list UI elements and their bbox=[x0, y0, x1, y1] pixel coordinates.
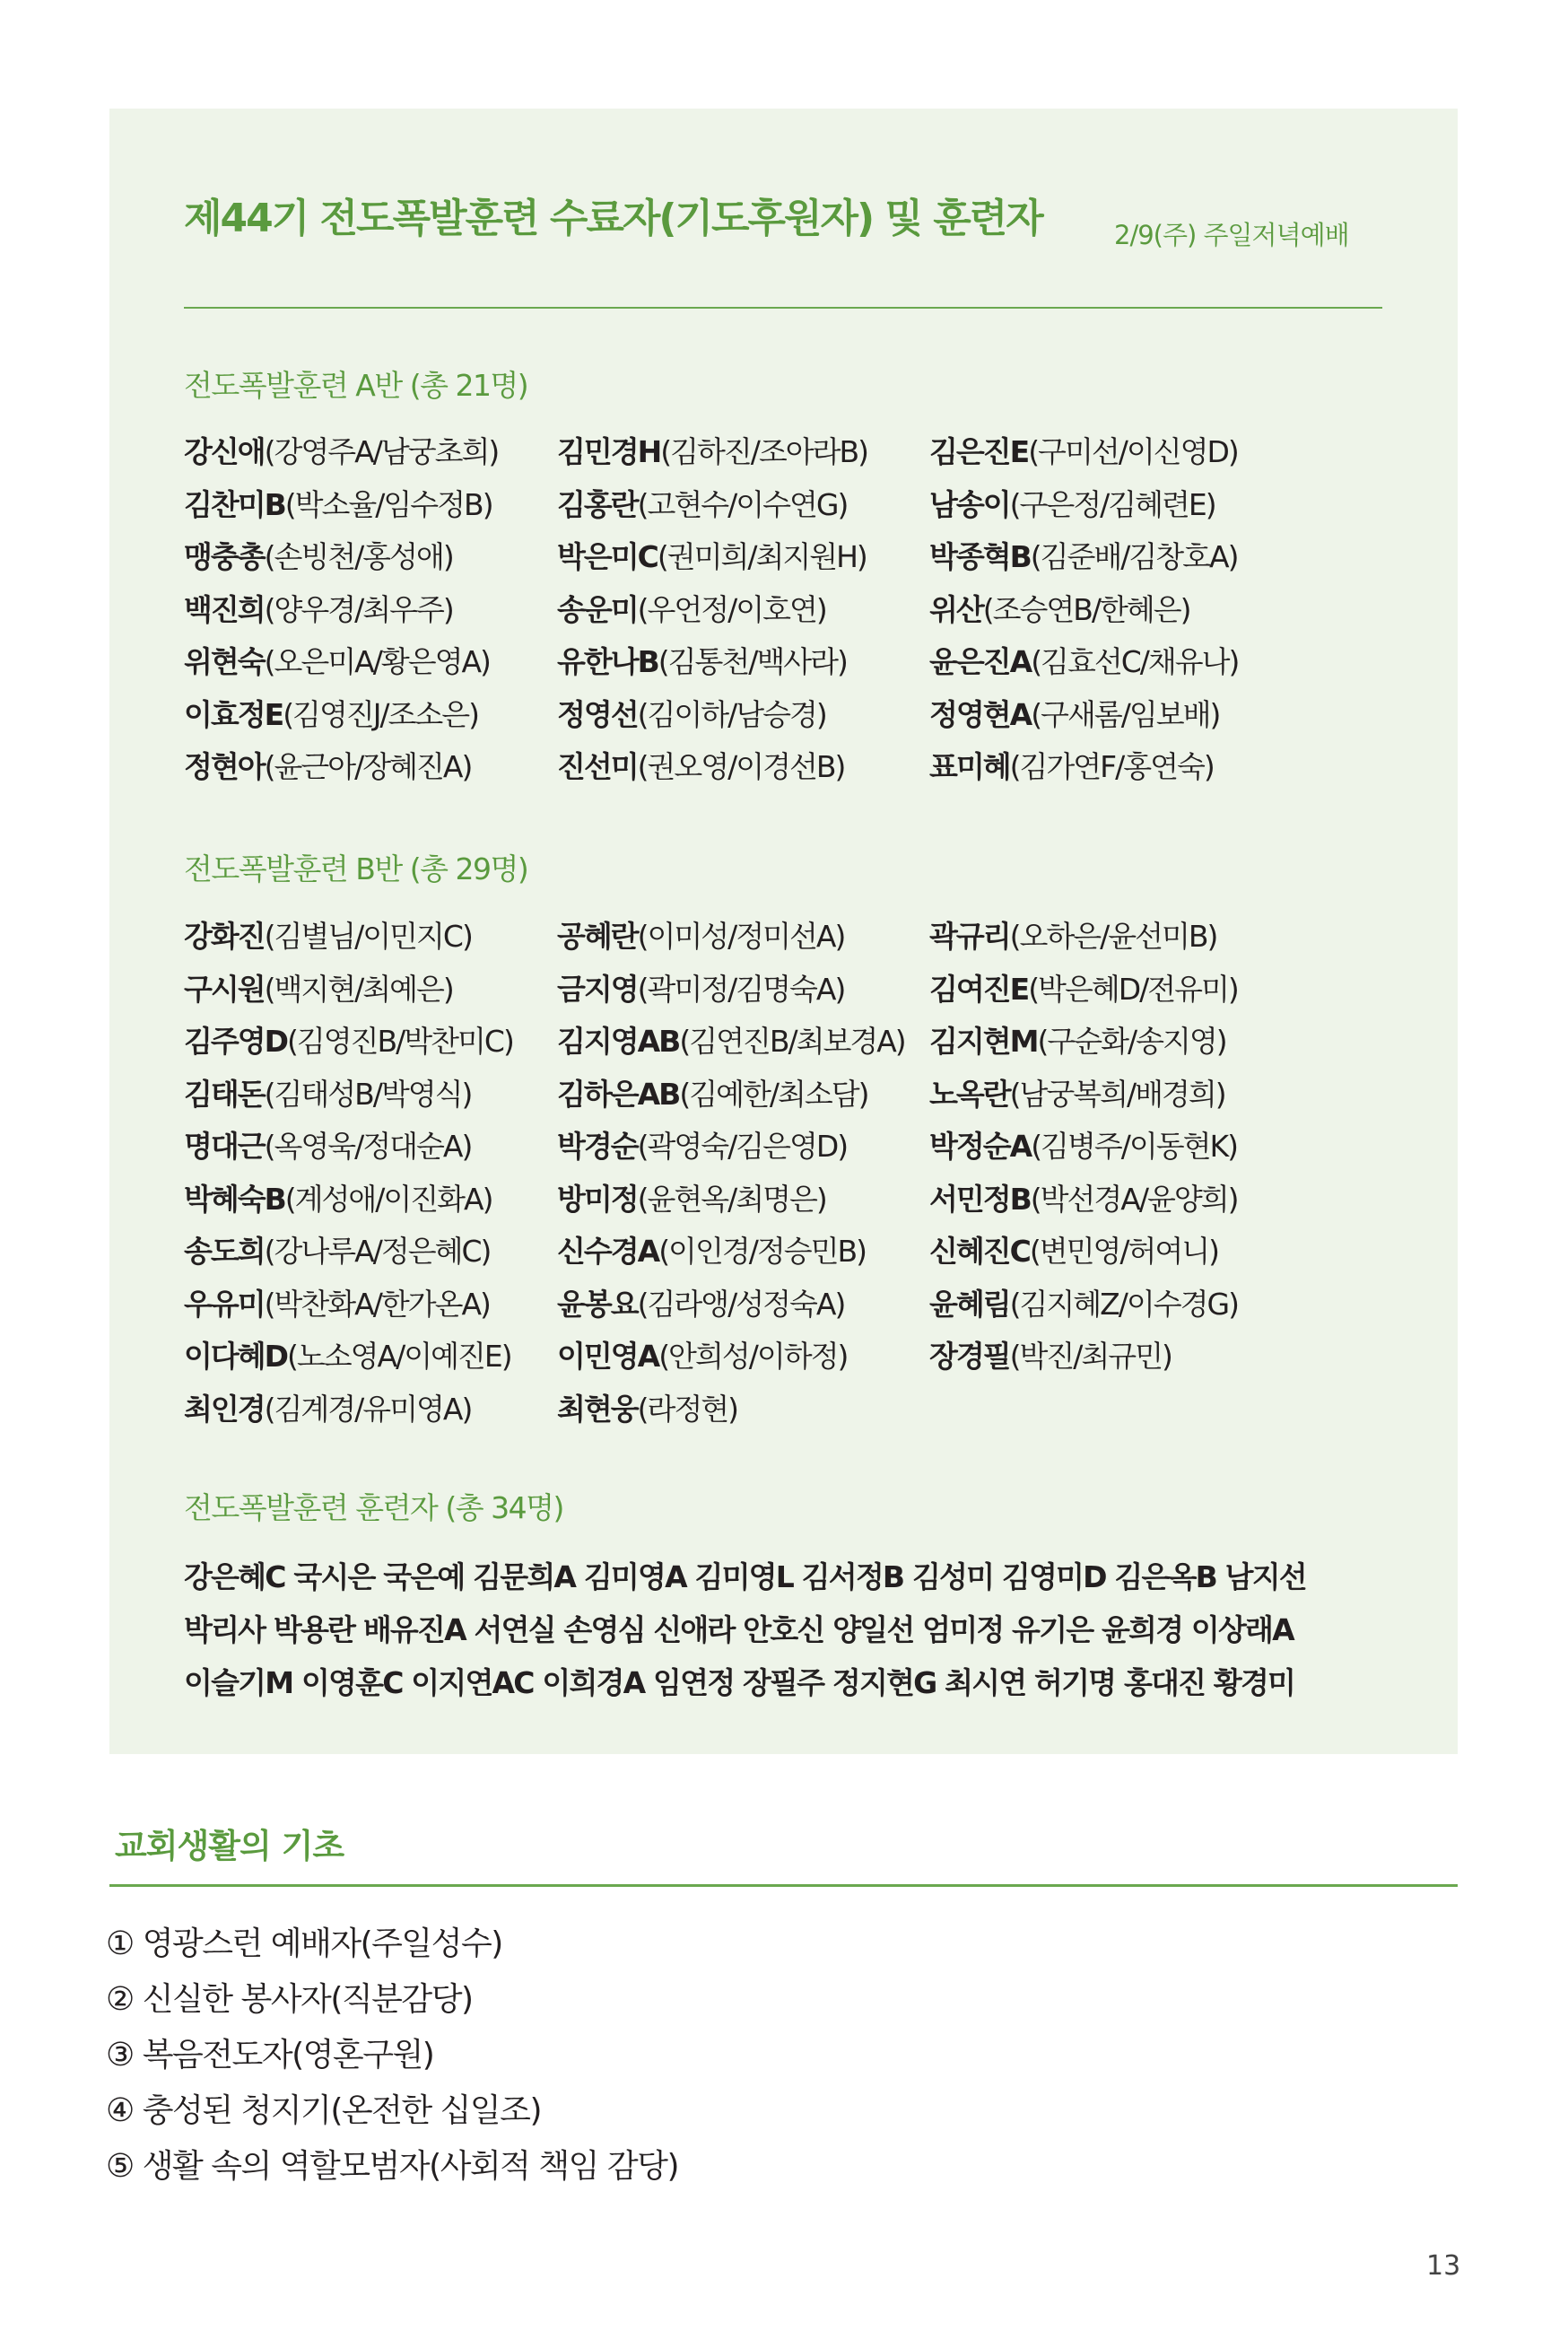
prayer-partners: (김연진B/최보경A) bbox=[679, 1024, 905, 1059]
trainee-name: 정영현A bbox=[929, 696, 1032, 732]
trainee-name: 김하은AB bbox=[557, 1076, 680, 1112]
trainee-name: 박은미C bbox=[557, 539, 658, 574]
trainee-entry bbox=[557, 913, 844, 956]
prayer-partners: (구순화/송지영) bbox=[1037, 1024, 1226, 1059]
trainee-entry bbox=[929, 1333, 1172, 1375]
prayer-partners: (양우경/최우주) bbox=[264, 591, 453, 627]
prayer-partners: (손빙천/홍성애) bbox=[264, 539, 453, 574]
prayer-partners: (김지혜Z/이수경G) bbox=[1009, 1286, 1238, 1322]
trainee-entry bbox=[929, 429, 1238, 471]
prayer-partners: (고현수/이수연G) bbox=[637, 486, 848, 522]
prayer-partners: (김하진/조아라B) bbox=[660, 434, 868, 469]
prayer-partners: (박찬화A/한가온A) bbox=[264, 1286, 490, 1322]
basics-item: ② 신실한 봉사자(직분감당) bbox=[106, 1981, 473, 2018]
trainee-name: 서민정B bbox=[929, 1181, 1031, 1217]
trainee-entry bbox=[929, 1071, 1225, 1113]
prayer-partners: (남궁복희/배경희) bbox=[1009, 1076, 1225, 1112]
trainee-entry bbox=[929, 692, 1219, 734]
section-a-heading: 전도폭발훈련 A반 (총 21명) bbox=[184, 368, 528, 403]
trainee-name: 금지영 bbox=[557, 971, 638, 1007]
prayer-partners: (곽미정/김명숙A) bbox=[637, 971, 845, 1007]
prayer-partners: (김계경/유미영A) bbox=[264, 1391, 472, 1427]
prayer-partners: (김별님/이민지C) bbox=[264, 919, 472, 954]
prayer-partners: (김가연F/홍연숙) bbox=[1009, 749, 1214, 784]
trainee-entry bbox=[557, 1333, 847, 1375]
prayer-partners: (김영진J/조소은) bbox=[283, 696, 479, 732]
trainee-name: 최현웅 bbox=[557, 1391, 638, 1427]
trainee-entry bbox=[557, 1018, 905, 1061]
trainers-heading: 전도폭발훈련 훈련자 (총 34명) bbox=[184, 1490, 563, 1525]
trainee-name: 맹충총 bbox=[184, 539, 265, 574]
trainee-entry bbox=[929, 534, 1238, 576]
trainee-name: 백진희 bbox=[184, 591, 265, 627]
prayer-partners: (조승연B/한혜은) bbox=[982, 591, 1190, 627]
trainee-name: 정영선 bbox=[557, 696, 638, 732]
basics-item: ④ 충성된 청지기(온전한 십일조) bbox=[106, 2092, 542, 2129]
prayer-partners: (안희성/이하정) bbox=[658, 1339, 848, 1374]
trainee-entry bbox=[929, 966, 1238, 1008]
prayer-partners: (라정현) bbox=[637, 1391, 738, 1427]
trainee-entry bbox=[184, 1018, 513, 1061]
trainee-name: 장경필 bbox=[929, 1339, 1010, 1374]
prayer-partners: (곽영숙/김은영D) bbox=[637, 1129, 848, 1164]
trainee-entry bbox=[557, 692, 826, 734]
trainee-entry bbox=[929, 1123, 1237, 1166]
trainee-name: 노옥란 bbox=[929, 1076, 1010, 1112]
trainee-name: 김민경H bbox=[557, 434, 661, 469]
trainee-entry bbox=[929, 1228, 1218, 1270]
title-divider bbox=[184, 307, 1382, 309]
trainee-name: 이민영A bbox=[557, 1339, 659, 1374]
trainee-name: 송도희 bbox=[184, 1234, 265, 1269]
trainee-name: 박정순A bbox=[929, 1129, 1032, 1164]
trainers-line: 이슬기M 이영훈C 이지연AC 이희경A 임연정 장필주 정지현G 최시연 허기명 홍대진 황경미 bbox=[184, 1665, 1295, 1700]
prayer-partners: (김영진B/박찬미C) bbox=[287, 1024, 513, 1059]
trainee-name: 송운미 bbox=[557, 591, 638, 627]
trainee-entry bbox=[557, 1386, 737, 1428]
prayer-partners: (변민영/허여니) bbox=[1029, 1234, 1218, 1269]
trainee-entry bbox=[557, 1176, 826, 1218]
prayer-partners: (우언정/이호연) bbox=[637, 591, 826, 627]
trainee-name: 정현아 bbox=[184, 749, 265, 784]
page-title: 제44기 전도폭발훈련 수료자(기도후원자) 및 훈련자 bbox=[184, 196, 1042, 241]
trainee-name: 김은진E bbox=[929, 434, 1029, 469]
prayer-partners: (박선경A/윤양희) bbox=[1030, 1181, 1238, 1217]
trainee-entry bbox=[557, 1228, 866, 1270]
trainee-entry bbox=[557, 534, 867, 576]
prayer-partners: (윤근아/장혜진A) bbox=[264, 749, 472, 784]
trainee-name: 윤봉요 bbox=[557, 1286, 638, 1322]
prayer-partners: (오은미A/황은영A) bbox=[264, 644, 490, 679]
trainee-entry bbox=[184, 1123, 471, 1166]
trainee-name: 위현숙 bbox=[184, 644, 265, 679]
prayer-partners: (윤현옥/최명은) bbox=[637, 1181, 826, 1217]
trainee-name: 박종혁B bbox=[929, 539, 1031, 574]
prayer-partners: (김이하/남승경) bbox=[637, 696, 826, 732]
trainee-name: 윤은진A bbox=[929, 644, 1032, 679]
basics-item: ① 영광스런 예배자(주일성수) bbox=[106, 1925, 502, 1962]
trainee-entry bbox=[184, 1281, 490, 1323]
trainee-name: 우유미 bbox=[184, 1286, 265, 1322]
prayer-partners: (백지현/최예은) bbox=[264, 971, 453, 1007]
trainee-name: 김주영D bbox=[184, 1024, 288, 1059]
trainee-name: 신수경A bbox=[557, 1234, 659, 1269]
trainee-entry bbox=[929, 1281, 1238, 1323]
trainee-name: 박혜숙B bbox=[184, 1181, 285, 1217]
trainee-entry bbox=[929, 744, 1214, 786]
trainee-name: 진선미 bbox=[557, 749, 638, 784]
page-number: 13 bbox=[1426, 2250, 1461, 2282]
trainee-entry bbox=[557, 429, 867, 471]
service-date: 2/9(주) 주일저녁예배 bbox=[1114, 220, 1349, 250]
trainee-entry bbox=[184, 966, 453, 1008]
trainee-entry bbox=[184, 1176, 492, 1218]
trainers-line: 강은혜C 국시은 국은예 김문희A 김미영A 김미영L 김서정B 김성미 김영미D 김은옥B 남지선 bbox=[184, 1559, 1306, 1594]
trainee-entry bbox=[929, 1018, 1226, 1061]
trainee-name: 표미혜 bbox=[929, 749, 1010, 784]
trainee-entry bbox=[184, 429, 498, 471]
trainee-entry bbox=[184, 913, 472, 956]
trainee-name: 김홍란 bbox=[557, 486, 638, 522]
basics-divider bbox=[109, 1884, 1458, 1887]
prayer-partners: (계성애/이진화A) bbox=[284, 1181, 492, 1217]
trainee-name: 강화진 bbox=[184, 919, 265, 954]
prayer-partners: (강나루A/정은혜C) bbox=[264, 1234, 491, 1269]
trainee-name: 신혜진C bbox=[929, 1234, 1030, 1269]
trainee-name: 명대근 bbox=[184, 1129, 265, 1164]
prayer-partners: (박은혜D/전유미) bbox=[1028, 971, 1238, 1007]
trainee-entry bbox=[557, 1123, 847, 1166]
prayer-partners: (박진/최규민) bbox=[1009, 1339, 1172, 1374]
prayer-partners: (권오영/이경선B) bbox=[637, 749, 845, 784]
trainers-line: 박리사 박용란 배유진A 서연실 손영심 신애라 안호신 양일선 엄미정 유기은 윤희경 이상래A bbox=[184, 1612, 1294, 1647]
trainee-entry bbox=[184, 534, 453, 576]
trainee-name: 유한나B bbox=[557, 644, 658, 679]
prayer-partners: (이미성/정미선A) bbox=[637, 919, 845, 954]
trainee-entry bbox=[184, 1071, 471, 1113]
trainee-name: 남송이 bbox=[929, 486, 1010, 522]
trainee-name: 곽규리 bbox=[929, 919, 1010, 954]
prayer-partners: (구은정/김혜련E) bbox=[1009, 486, 1215, 522]
prayer-partners: (김태성B/박영식) bbox=[264, 1076, 472, 1112]
basics-item: ⑤ 생활 속의 역할모범자(사회적 책임 감당) bbox=[106, 2148, 678, 2185]
prayer-partners: (김통천/백사라) bbox=[658, 644, 847, 679]
section-b-heading: 전도폭발훈련 B반 (총 29명) bbox=[184, 851, 528, 886]
trainee-entry bbox=[557, 482, 847, 524]
trainee-name: 이효정E bbox=[184, 696, 283, 732]
prayer-partners: (오하은/윤선미B) bbox=[1009, 919, 1217, 954]
trainee-name: 강신애 bbox=[184, 434, 265, 469]
trainee-name: 공혜란 bbox=[557, 919, 638, 954]
prayer-partners: (김라앵/성정숙A) bbox=[637, 1286, 845, 1322]
basics-item: ③ 복음전도자(영혼구원) bbox=[106, 2037, 434, 2073]
trainee-entry bbox=[929, 639, 1238, 681]
prayer-partners: (이인경/정승민B) bbox=[658, 1234, 866, 1269]
trainee-name: 박경순 bbox=[557, 1129, 638, 1164]
prayer-partners: (권미희/최지원H) bbox=[657, 539, 867, 574]
trainee-entry bbox=[557, 744, 844, 786]
trainee-name: 김지영AB bbox=[557, 1024, 680, 1059]
trainee-entry bbox=[557, 1281, 844, 1323]
trainee-entry bbox=[184, 482, 492, 524]
trainee-entry bbox=[929, 482, 1215, 524]
prayer-partners: (김병주/이동현K) bbox=[1031, 1129, 1237, 1164]
trainee-entry bbox=[184, 639, 490, 681]
trainee-entry bbox=[557, 587, 826, 629]
trainee-name: 구시원 bbox=[184, 971, 265, 1007]
trainee-entry bbox=[929, 913, 1216, 956]
prayer-partners: (구미선/이신영D) bbox=[1028, 434, 1238, 469]
prayer-partners: (노소영A/이예진E) bbox=[287, 1339, 511, 1374]
trainee-entry bbox=[184, 1228, 490, 1270]
trainee-name: 김찬미B bbox=[184, 486, 285, 522]
prayer-partners: (박소율/임수정B) bbox=[284, 486, 492, 522]
trainee-name: 위산 bbox=[929, 591, 983, 627]
trainee-entry bbox=[184, 1386, 471, 1428]
trainee-entry bbox=[184, 1333, 511, 1375]
trainee-name: 김태돈 bbox=[184, 1076, 265, 1112]
trainee-name: 이다혜D bbox=[184, 1339, 288, 1374]
trainee-entry bbox=[557, 966, 844, 1008]
trainee-name: 방미정 bbox=[557, 1181, 638, 1217]
prayer-partners: (김준배/김창호A) bbox=[1030, 539, 1238, 574]
trainee-entry bbox=[184, 692, 478, 734]
prayer-partners: (김효선C/채유나) bbox=[1031, 644, 1239, 679]
trainee-entry bbox=[929, 587, 1190, 629]
trainee-entry bbox=[557, 639, 847, 681]
trainee-name: 최인경 bbox=[184, 1391, 265, 1427]
prayer-partners: (강영주A/남궁초희) bbox=[264, 434, 499, 469]
trainee-entry bbox=[929, 1176, 1238, 1218]
prayer-partners: (구새롬/임보배) bbox=[1031, 696, 1220, 732]
trainee-name: 김지현M bbox=[929, 1024, 1038, 1059]
trainee-entry bbox=[184, 744, 471, 786]
prayer-partners: (김예한/최소담) bbox=[679, 1076, 868, 1112]
trainee-entry bbox=[557, 1071, 867, 1113]
prayer-partners: (옥영욱/정대순A) bbox=[264, 1129, 472, 1164]
trainee-entry bbox=[184, 587, 453, 629]
basics-heading: 교회생활의 기초 bbox=[115, 1827, 344, 1865]
trainee-name: 김여진E bbox=[929, 971, 1029, 1007]
trainee-name: 윤혜림 bbox=[929, 1286, 1010, 1322]
